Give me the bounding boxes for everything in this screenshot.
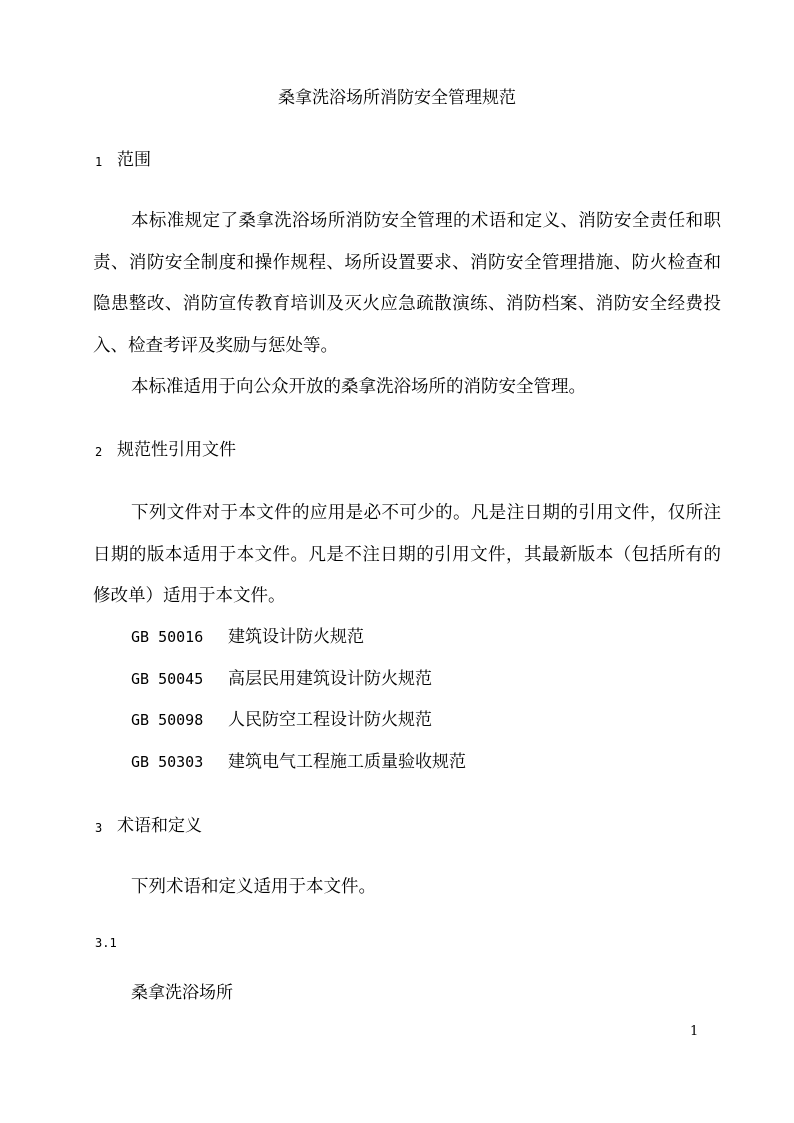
section-number: 3 [95,821,103,835]
reference-code: GB 50045 [131,670,204,688]
section-number: 1 [95,155,103,169]
reference-code: GB 50016 [131,628,204,646]
reference-item [131,750,466,774]
section-number: 2 [95,445,103,459]
section-title: 术语和定义 [117,816,202,836]
subsection-number: 3.1 [95,936,117,950]
paragraph: 下列文件对于本文件的应用是必不可少的。凡是注日期的引用文件，仅所注日期的版本适用于本文件。凡是不注日期的引用文件，其最新版本（包括所有的修改单）适用于本文件。 [93,503,721,606]
paragraph: 本标准规定了桑拿洗浴场所消防安全管理的术语和定义、消防安全责任和职责、消防安全制度和操作规程、场所设置要求、消防安全管理措施、防火检查和隐患整改、消防宣传教育培训及灭火应急疏散演练、消防档案、消防安全经费投入、检查考评及奖励与惩处等。 [93,211,721,356]
reference-name: 高层民用建筑设计防火规范 [228,669,432,689]
reference-item [131,667,432,691]
term-name: 桑拿洗浴场所 [131,983,233,1003]
section-title: 规范性引用文件 [117,440,236,460]
reference-code: GB 50303 [131,753,204,771]
section-title: 范围 [117,150,151,170]
page-number: 1 [690,1024,699,1039]
document-title: 桑拿洗浴场所消防安全管理规范 [278,88,516,108]
reference-code: GB 50098 [131,711,204,729]
paragraph: 本标准适用于向公众开放的桑拿洗浴场所的消防安全管理。 [131,377,586,397]
reference-item [131,625,364,649]
reference-name: 建筑设计防火规范 [228,627,364,647]
paragraph: 下列术语和定义适用于本文件。 [131,877,376,897]
reference-name: 人民防空工程设计防火规范 [228,710,432,730]
reference-name: 建筑电气工程施工质量验收规范 [228,752,466,772]
reference-item [131,708,432,732]
